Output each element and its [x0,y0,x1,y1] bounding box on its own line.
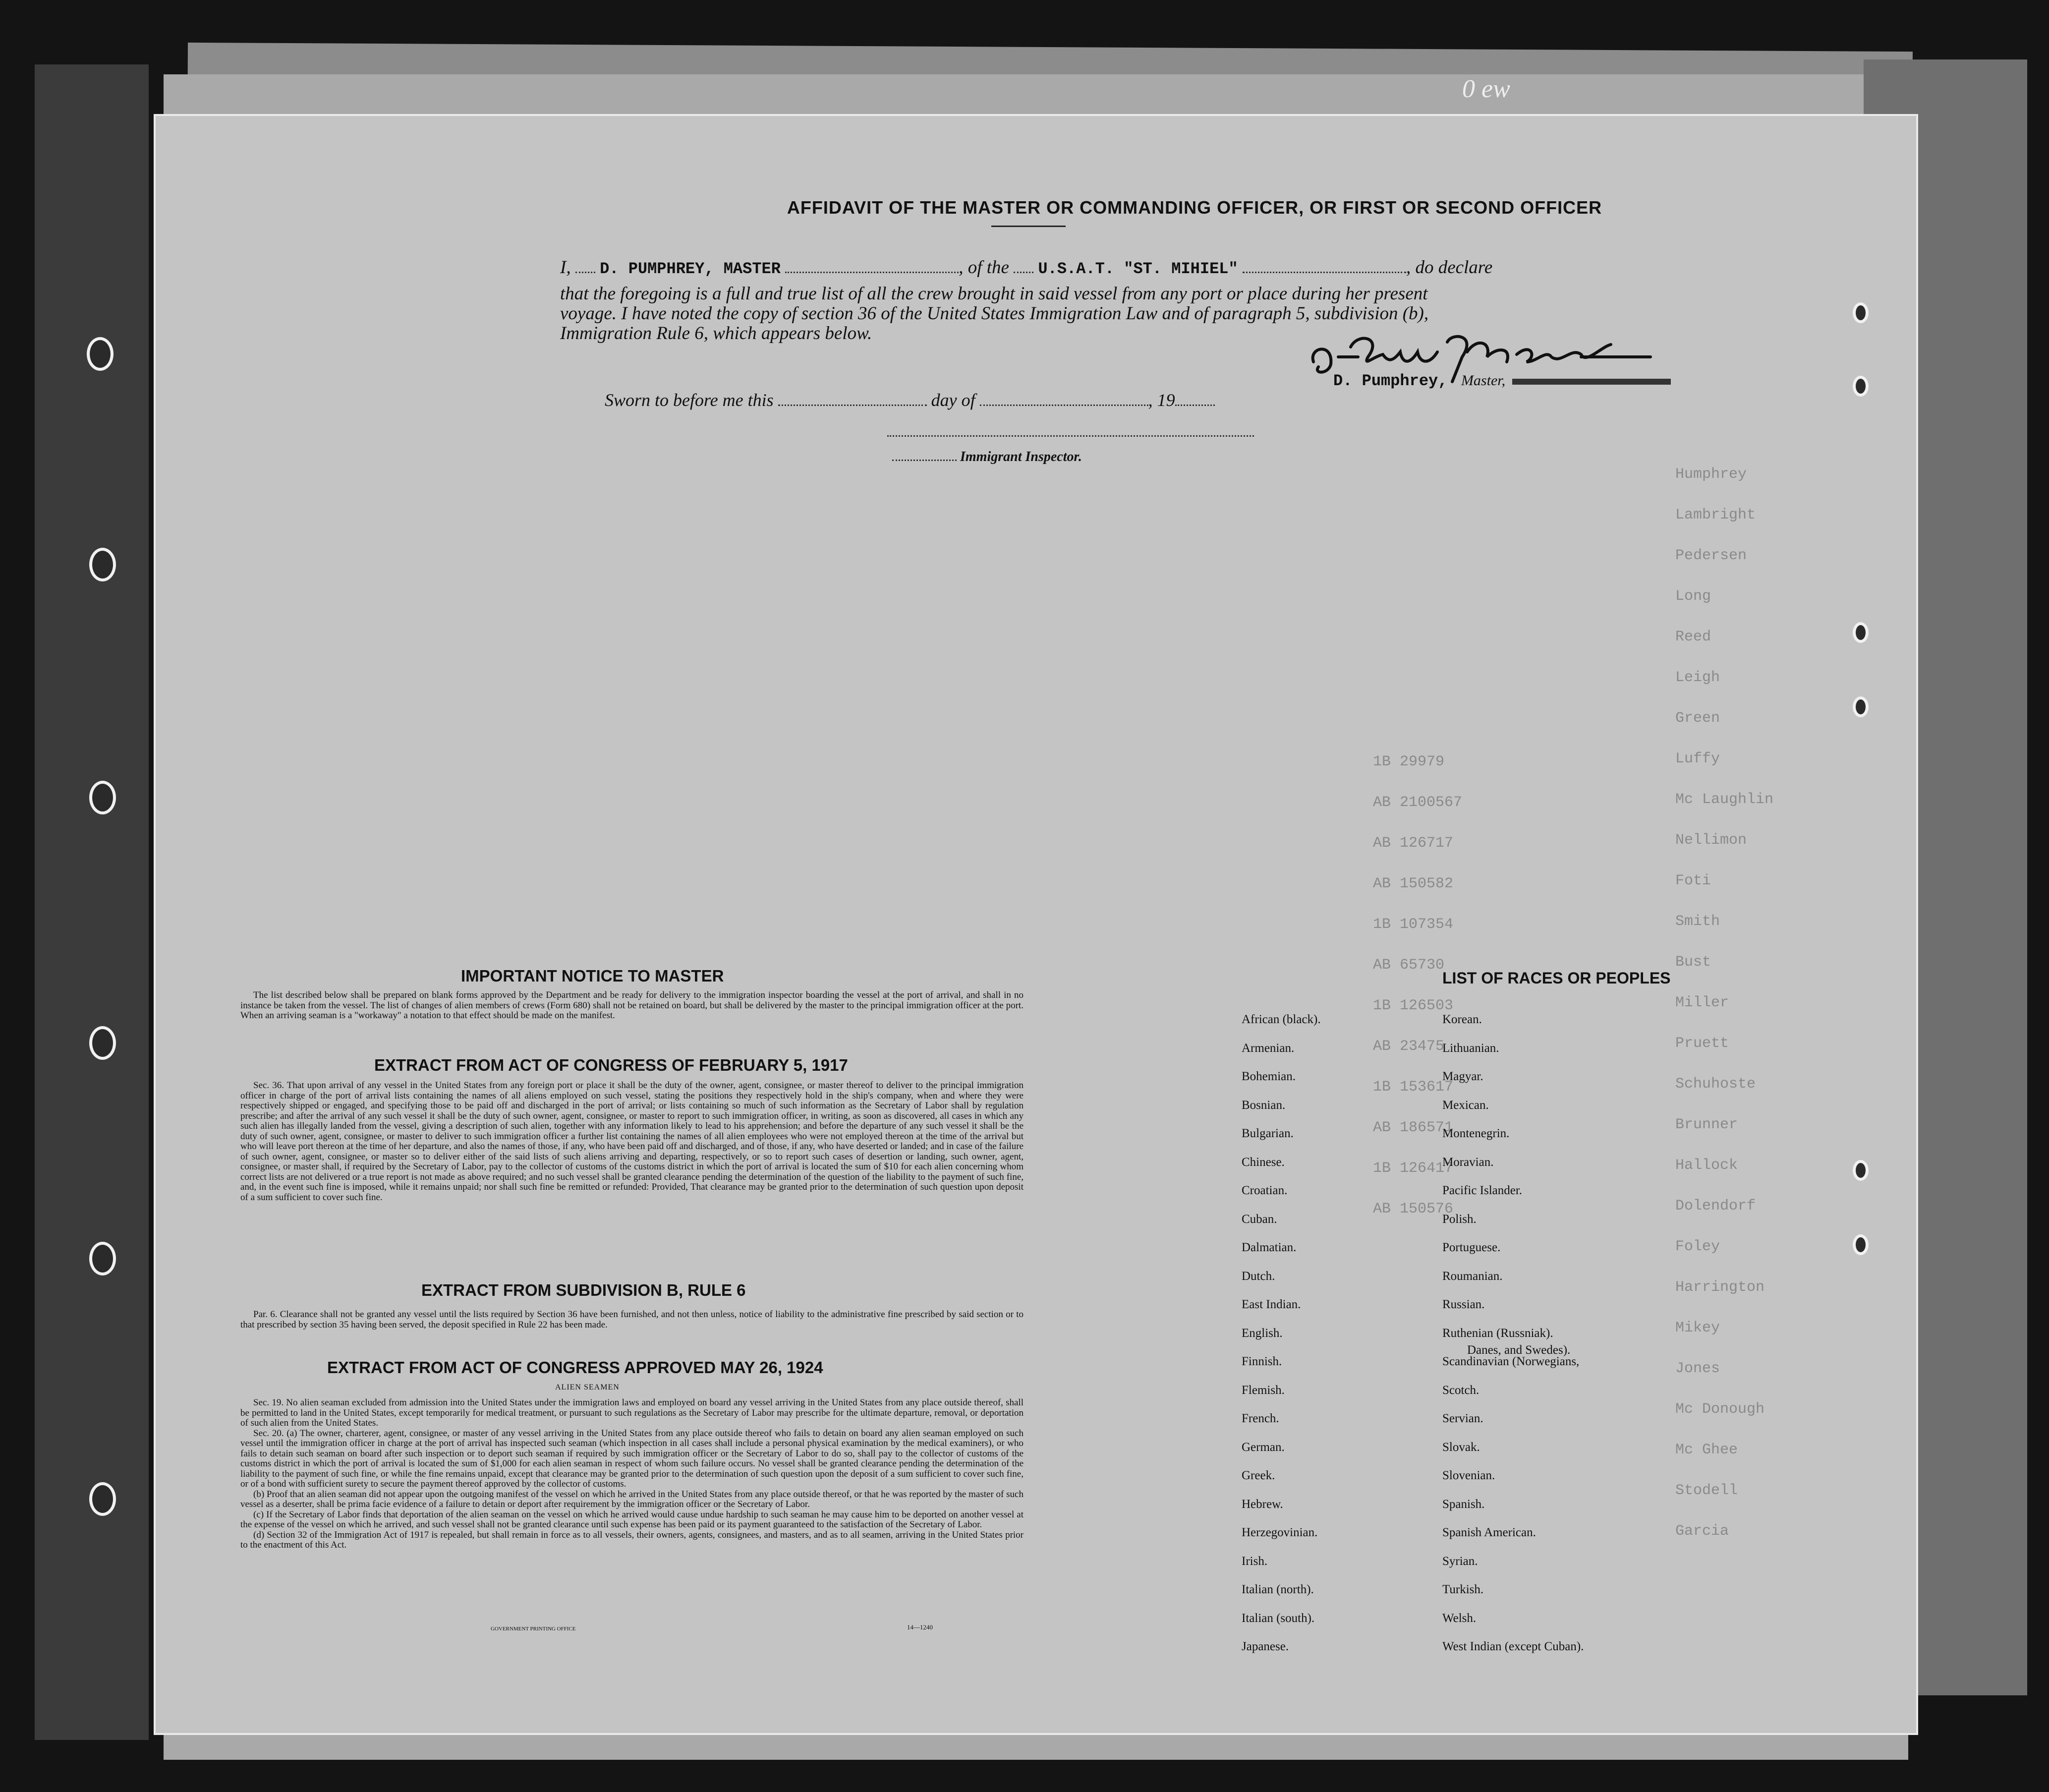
extract-1924-body: Sec. 19. No alien seaman excluded from admission into the United States under the immigration laws and employed on board any vessel arriving in the United States from any place outside thereof, shall be permitted to land in the United States, except temporarily for medical treatment, or pursuant to such regulations as the Secretary of Labor may prescribe for the ultimate departure, removal, or deportation of such alien from the United States. Sec. 20. (a) The owner, charterer, agent, consignee, or master of any vessel arriving in the United States from any place outside thereof who fails to detain on board any alien seaman employed on such vessel until the immigration officer in charge at the port of arrival has inspected such seaman (which inspection in all cases shall include a personal physical examination by the medical examiners), or who fails to detain such seaman on board after such inspection or to deport such seaman if required by such immigration officer or the Secretary of Labor to do so, shall pay to the collector of customs of the customs district in which the port of arrival is located the sum of $1,000 for each alien seaman in respect of whom such failure occurs. No vessel shall be granted clearance pending the determination of the liability to the payment of such fine, or while the fine remains unpaid, except that clearance may be granted prior to the determination of such question upon the deposit of a sum sufficient to cover such fine, or of a bond with sufficient surety to secure the payment thereof approved by the collector of customs. (b) Proof that an alien seaman did not appear upon the outgoing manifest of the vessel on which he arrived in the United States from any place outside thereof, or that he was reported by the master of such vessel as a deserter, shall be prima facie evidence of a failure to detain or deport after requirement by the immigration officer or the Secretary of Labor. (c) If the Secretary of Labor finds that deportation of the alien seaman on the vessel on which he arrived would cause undue hardship to such seaman he may cause him to be deported on another vessel at the expense of the vessel on which he arrived, and such vessel shall not be granted clearance until such expense has been paid or its payment guaranteed to the satisfaction of the Secretary of Labor. (d) Section 32 of the Immigration Act of 1917 is repealed, but shall remain in force as to all vessels, their owners, agents, consignees, and masters, and as to all seamen, arriving in the United States prior to the enactment of this Act. [240,1397,1024,1550]
bleed-through-text: Leigh [1675,669,1720,686]
race-item: Bulgarian. [1242,1127,1294,1140]
sworn-line [605,390,1215,410]
bleed-through-text: AB 23475 [1373,1038,1445,1055]
races-right-column [1442,1005,1584,1661]
bleed-through-text: Humphrey [1675,466,1747,483]
race-item: Welsh. [1442,1611,1477,1625]
race-item: Roumanian. [1442,1269,1503,1283]
binder-hole [1853,622,1869,643]
race-item: Pacific Islander. [1442,1184,1523,1197]
bleed-through-text: AB 186571 [1373,1119,1454,1136]
race-item: Russian. [1442,1298,1485,1311]
bleed-through-text: Jones [1675,1360,1720,1377]
declarant-name: D. PUMPHREY, MASTER [600,260,781,278]
bleed-through-text: Miller [1675,994,1729,1011]
bleed-through-text: 1B 107354 [1373,916,1454,933]
binder-hole [89,1482,116,1516]
bleed-through-text: Garcia [1675,1523,1729,1540]
race-item: Flemish. [1242,1383,1285,1397]
race-item: Finnish. [1242,1355,1282,1368]
handwritten-mark: 0 ew [1462,75,1510,103]
do-declare-label: , do declare [1406,257,1493,278]
bleed-through-text: Hallock [1675,1157,1738,1174]
affidavit-title: AFFIDAVIT OF THE MASTER OR COMMANDING OFFICER, OR FIRST OR SECOND OFFICER [787,197,1602,218]
extract-1917-title: EXTRACT FROM ACT OF CONGRESS OF FEBRUARY 5, 1917 [374,1056,848,1074]
notice-title: IMPORTANT NOTICE TO MASTER [461,967,724,985]
binder-hole [89,781,116,814]
bleed-through-text: Harrington [1675,1279,1765,1296]
race-item: Moravian. [1442,1155,1494,1169]
binder-hole [1853,1160,1869,1181]
bleed-through-text: 1B 126417 [1373,1160,1454,1177]
signer-typed-name: D. Pumphrey, [1333,372,1448,390]
bleed-through-text: Green [1675,710,1720,727]
race-item: Herzegovinian. [1242,1526,1318,1539]
race-item: Armenian. [1242,1041,1295,1055]
year-label: , 19 [1148,390,1175,410]
race-item: African (black). [1242,1013,1321,1026]
race-item: Polish. [1442,1212,1477,1226]
alien-seamen-subtitle: ALIEN SEAMEN [555,1383,620,1391]
race-item: Servian. [1442,1412,1483,1425]
form-code: 14—1240 [907,1623,933,1631]
bleed-through-text: Mc Ghee [1675,1442,1738,1458]
signer-title: Master, [1461,372,1506,389]
inspector-label: Immigrant Inspector. [892,449,1082,465]
race-item: Magyar. [1442,1070,1483,1083]
bleed-through-text: AB 150576 [1373,1201,1454,1217]
race-item: English. [1242,1326,1283,1340]
binder-hole [1853,376,1869,397]
bleed-through-text: Mc Laughlin [1675,791,1774,808]
binder-hole [87,337,114,371]
extract-1917-body: Sec. 36. That upon arrival of any vessel in the United States from any foreign port or place it shall be the duty of the owner, agent, consignee, or master thereof to deliver to the principal immigration officer in charge of the port of arrival lists containing the names of all aliens employed on such vessel, stating the positions they respectively hold in the ship's company, when and where they were respectively shipped or engaged, and specifying those to be paid off and discharged in the port of arrival; or lists containing so much of such information as the Secretary of Labor shall by regulation prescribe; and after the arrival of any such vessel it shall be the duty of such owner, agent, consignee, or master to report to such immigration officer, in writing, as soon as discovered, all cases in which any such alien has illegally landed from the vessel, giving a description of such alien, together with any information likely to lead to his apprehension; and before the departure of any such vessel it shall be the duty of such owner, agent, consignee, or master to deliver to such immigration officer a further list containing the names of all alien employees who were not employed thereon at the time of the arrival but who will leave port thereon at the time of her departure, and also the names of those, if any, who have been paid off and discharged, and of those, if any, who have deserted or landed; and in case of the failure of such owner, agent, consignee, or master so to deliver either of the said lists of such aliens arriving and departing, respectively, or so to report such cases of desertion or landing, such owner, agent, consignee, or master shall, if required by the Secretary of Labor, pay to the collector of customs of the customs district in which the port of arrival is located the sum of $10 for each alien concerning whom correct lists are not delivered or a true report is not made as above required; and no such vessel shall be granted clearance pending the determination of the question of the liability to the payment of such fine, and, in the event such fine is imposed, while it remains unpaid; nor shall such fine be remitted or refunded: Provided, That clearance may be granted prior to the determination of such question upon deposit of a sum sufficient to cover such fine. [240,1080,1024,1203]
bleed-through-text: Long [1675,588,1711,605]
extract-rule6-title: EXTRACT FROM SUBDIVISION B, RULE 6 [421,1281,746,1299]
race-item: Slovak. [1442,1440,1480,1454]
bleed-through-text: Mikey [1675,1320,1720,1336]
race-item: Hebrew. [1242,1497,1283,1511]
of-the-label: , of the [959,257,1009,278]
i-label: I, [560,257,571,278]
races-left-column [1242,1005,1321,1661]
binder-hole [89,1026,116,1060]
bleed-through-text: Foti [1675,872,1711,889]
race-item: Cuban. [1242,1212,1277,1226]
bleed-through-text: Pedersen [1675,547,1747,564]
printer-imprint: GOVERNMENT PRINTING OFFICE [491,1626,576,1632]
bleed-through-text: 1B 153617 [1373,1079,1454,1096]
race-item: Dalmatian. [1242,1241,1297,1254]
bleed-through-text: Reed [1675,629,1711,645]
race-item: Mexican. [1442,1098,1489,1112]
bleed-through-text: Mc Donough [1675,1401,1765,1418]
bleed-through-text: AB 65730 [1373,957,1445,974]
races-scandinavian-continued: Danes, and Swedes). [1467,1343,1571,1357]
vessel-name: U.S.A.T. "ST. MIHIEL" [1038,260,1238,278]
race-item: Japanese. [1242,1640,1289,1653]
race-item: Chinese. [1242,1155,1285,1169]
race-item: Ruthenian (Russniak). [1442,1326,1553,1340]
sworn-prefix: Sworn to before me this [605,390,774,410]
title-underline [991,226,1066,227]
race-item: Dutch. [1242,1269,1275,1283]
race-item: Bohemian. [1242,1070,1296,1083]
race-item: East Indian. [1242,1298,1301,1311]
notice-body: The list described below shall be prepared on blank forms approved by the Department and be ready for delivery to the immigration inspector boarding the vessel at the port of arrival, and shall in no instance be taken from the vessel. The list of changes of alien members of crews (Form 680) shall not be retained on board, but shall be delivered by the master to the principal immigration officer at the port. When an arriving seaman is a "workaway" a notation to that effect should be made on the manifest. [240,990,1024,1021]
race-item: Greek. [1242,1469,1275,1482]
bleed-through-text: Brunner [1675,1116,1738,1133]
race-item: West Indian (except Cuban). [1442,1640,1584,1653]
bleed-through-text: 1B 126503 [1373,997,1454,1014]
affidavit-line-3: voyage. I have noted the copy of section 36 of the United States Immigration Law and of paragraph 5, subdivision (b), [560,303,1429,324]
bleed-through-text: Pruett [1675,1035,1729,1052]
affidavit-line-2: that the foregoing is a full and true list of all the crew brought in said vessel from any port or place during her present [560,284,1428,304]
race-item: Turkish. [1442,1583,1484,1596]
bleed-through-text: Smith [1675,913,1720,930]
signer-line [1333,372,1671,390]
binder-hole [1853,302,1869,323]
race-item: Spanish American. [1442,1526,1536,1539]
race-item: Spanish. [1442,1497,1485,1511]
race-item: Slovenian. [1442,1469,1495,1482]
bleed-through-text: Luffy [1675,751,1720,767]
bleed-through-text: AB 150582 [1373,875,1454,892]
binder-hole [89,1242,116,1275]
binder-hole [89,548,116,581]
race-item: Scandinavian (Norwegians, [1442,1355,1580,1368]
race-item: Korean. [1442,1013,1482,1026]
affidavit-line-4: Immigration Rule 6, which appears below. [560,323,872,344]
race-item: Croatian. [1242,1184,1288,1197]
bleed-through-text: Foley [1675,1238,1720,1255]
affidavit-line-1 [560,258,1700,279]
binder-hole [1853,696,1869,717]
race-item: Scotch. [1442,1383,1480,1397]
race-item: Italian (north). [1242,1583,1314,1596]
binder-hole [1853,1234,1869,1255]
race-item: Syrian. [1442,1554,1478,1568]
race-item: French. [1242,1412,1279,1425]
manifest-page [154,114,1918,1735]
race-item: Portuguese. [1442,1241,1501,1254]
bleed-through-text: Stodell [1675,1482,1738,1499]
inspector-signature-line [887,435,1254,437]
race-item: Lithuanian. [1442,1041,1499,1055]
bleed-through-text: AB 126717 [1373,835,1454,852]
bleed-through-text: Dolendorf [1675,1198,1756,1214]
bleed-through-text: Lambright [1675,507,1756,523]
day-of-label: day of [931,390,975,410]
race-item: Bosnian. [1242,1098,1286,1112]
race-item: Irish. [1242,1554,1268,1568]
race-item: Montenegrin. [1442,1127,1510,1140]
extract-1924-title: EXTRACT FROM ACT OF CONGRESS APPROVED MAY 26, 1924 [327,1358,823,1377]
races-title: LIST OF RACES OR PEOPLES [1442,969,1671,987]
race-item: German. [1242,1440,1285,1454]
bleed-through-text: Schuhoste [1675,1076,1756,1093]
bleed-through-text: AB 2100567 [1373,794,1463,811]
struck-out-text [1512,379,1671,385]
bleed-through-text: Bust [1675,954,1711,971]
bleed-through-text: 1B 29979 [1373,753,1445,770]
extract-rule6-body: Par. 6. Clearance shall not be granted any vessel until the lists required by Section 36 have been furnished, and not then unless, notice of liability to the administrative fine prescribed by said section or to that prescribed by section 35 having been served, the deposit specified in Rule 22 has been made. [240,1309,1024,1330]
bleed-through-text: Nellimon [1675,832,1747,849]
race-item: Italian (south). [1242,1611,1315,1625]
